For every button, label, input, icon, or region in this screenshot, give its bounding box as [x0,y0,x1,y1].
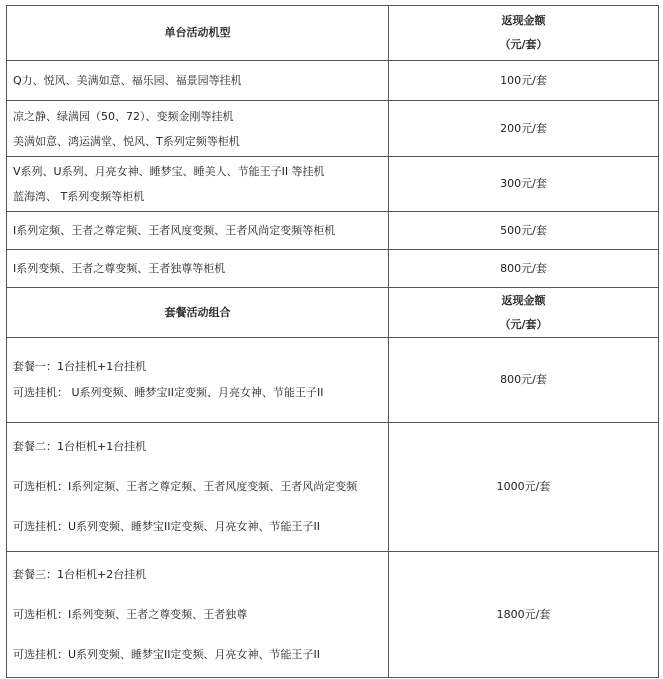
table-row [7,157,659,212]
model-line: V系列、U系列、月亮女神、睡梦宝、睡美人、节能王子II 等挂机 [13,165,325,178]
package-cell [7,338,389,423]
model-line: 美满如意、鸿运满堂、悦风、T系列定频等柜机 [13,134,240,148]
header-amount-unit: （元/套） [499,317,548,331]
model-cell [7,61,389,101]
section2-header-package: 套餐活动组合 [7,288,389,338]
amount-cell: 300元/套 [389,157,659,212]
package-cell [7,423,389,552]
rebate-table [6,5,659,678]
header-amount-label: 返现金额 [501,14,546,27]
package-title: 套餐三：1台柜机+2台挂机 [13,567,147,581]
model-line: I系列变频、王者之尊变频、王者独尊等柜机 [13,261,226,275]
section1-header-row [7,6,659,61]
model-line: 凉之静、绿满园（50、72）、变频金刚等挂机 [13,109,234,123]
package-row [7,338,659,423]
package-row [7,423,659,552]
section2-header-row [7,288,659,338]
section2-header-amount [389,288,659,338]
package-title: 套餐二：1台柜机+1台挂机 [13,440,147,453]
section1-header-model: 单台活动机型 [7,6,389,61]
model-cell [7,212,389,250]
table-row [7,250,659,288]
amount-cell: 800元/套 [389,338,659,423]
amount-cell: 100元/套 [389,61,659,101]
amount-cell: 800元/套 [389,250,659,288]
package-option: 可选柜机：I系列变频、王者之尊变频、王者独尊 [13,607,248,621]
model-cell [7,157,389,212]
model-cell [7,250,389,288]
model-line: Q力、悦风、美满如意、福乐园、福景园等挂机 [13,73,242,87]
header-amount-label: 返现金额 [501,293,546,307]
model-cell [7,101,389,157]
package-option: 可选挂机：U系列变频、睡梦宝II定变频、月亮女神、节能王子II [13,520,321,533]
package-title: 套餐一：1台挂机+1台挂机 [13,360,147,373]
section1-header-amount [389,6,659,61]
table-row [7,61,659,101]
table-row [7,101,659,157]
amount-cell: 200元/套 [389,101,659,157]
amount-cell: 500元/套 [389,212,659,250]
amount-cell: 1000元/套 [389,423,659,552]
model-line: I系列定频、王者之尊定频、王者风度变频、王者风尚定变频等柜机 [13,223,336,237]
package-option: 可选柜机：I系列定频、王者之尊定频、王者风度变频、王者风尚定变频 [13,480,358,493]
package-cell [7,552,389,678]
model-line: 蓝海湾、 T系列变频等柜机 [13,190,145,203]
table-row [7,212,659,250]
amount-cell: 1800元/套 [389,552,659,678]
package-option: 可选挂机： U系列变频、睡梦宝II定变频、月亮女神、节能王子II [13,386,324,399]
header-amount-unit: （元/套） [499,38,548,51]
package-option: 可选挂机：U系列变频、睡梦宝II定变频、月亮女神、节能王子II [13,647,321,661]
package-row [7,552,659,678]
